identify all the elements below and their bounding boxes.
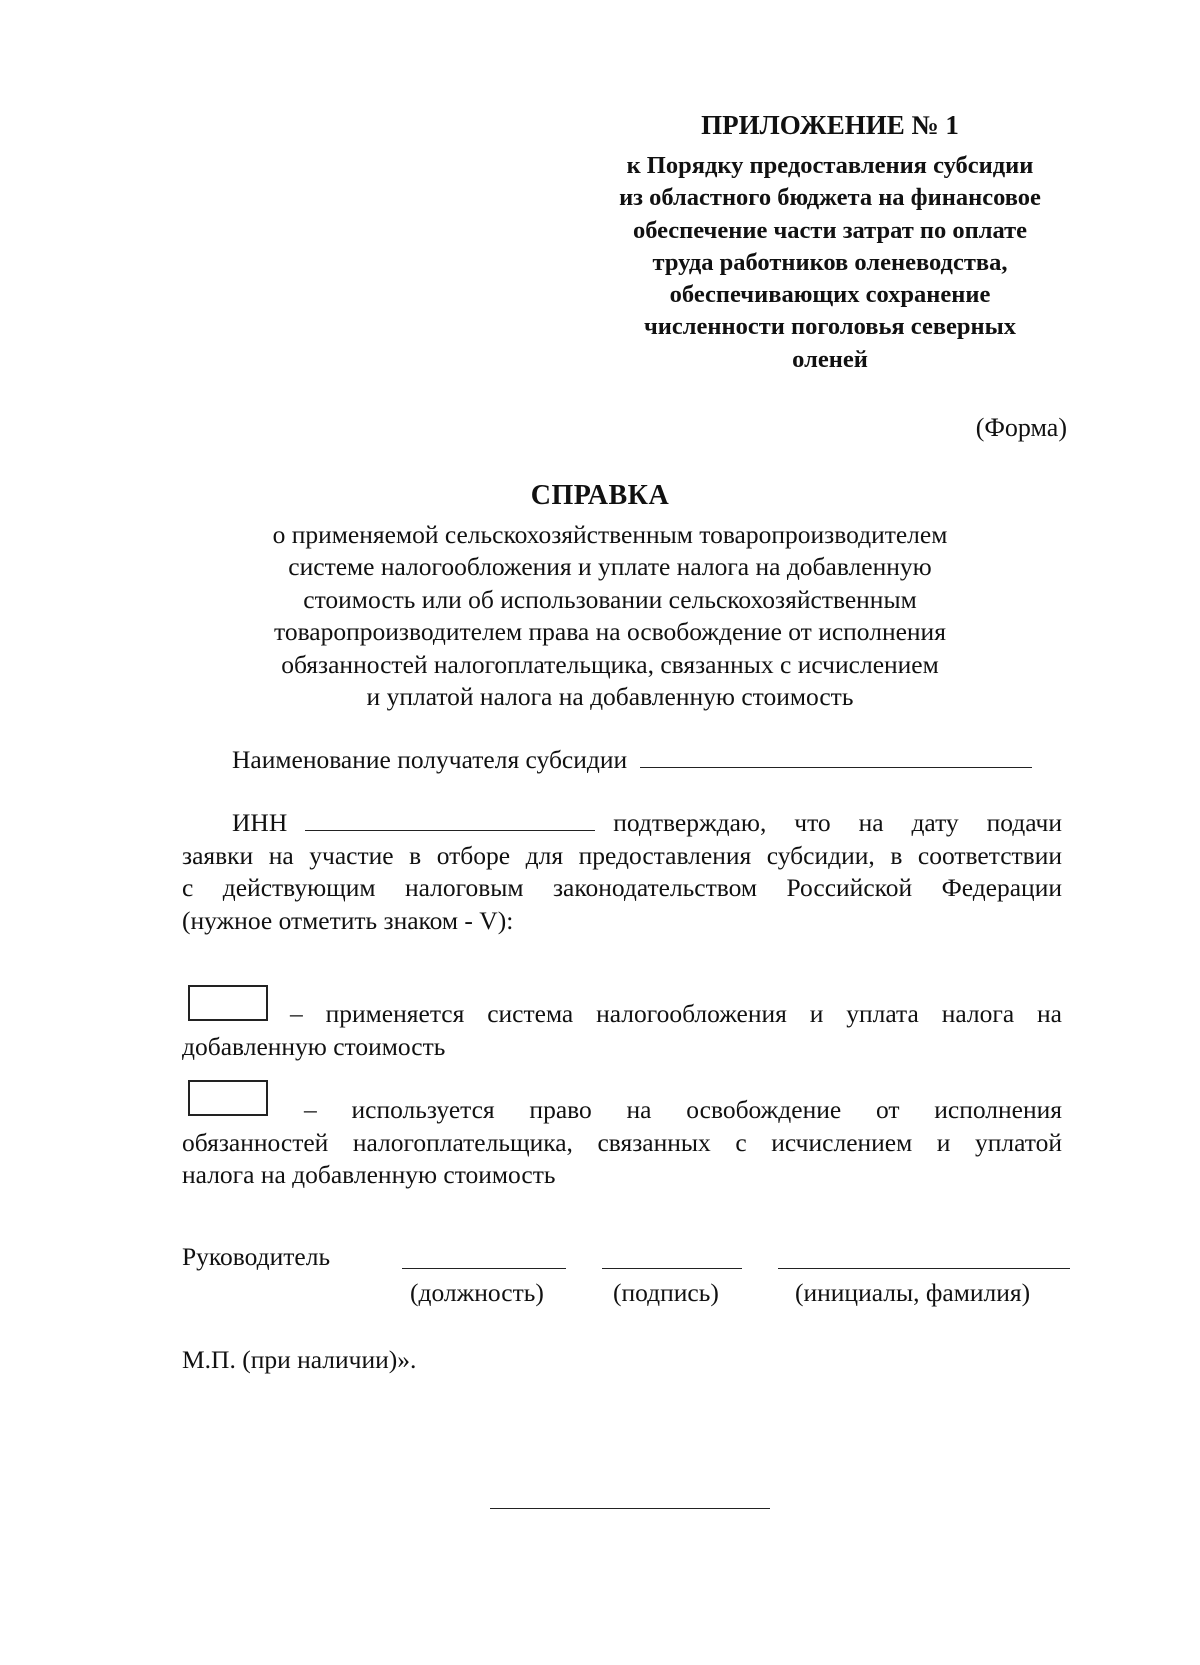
position-line[interactable] xyxy=(402,1268,566,1269)
appendix-line: к Порядку предоставления субсидии xyxy=(626,152,1034,179)
option-text-line: обязанностей налогоплательщика, связанных с исчислением и уплатой xyxy=(182,1127,1062,1157)
subtitle-line: обязанностей налогоплательщика, связанных с исчислением xyxy=(281,649,939,679)
option-text-line: добавленную стоимость xyxy=(182,1031,446,1061)
subtitle-line: стоимость или об использовании сельскохозяйственным xyxy=(303,584,917,614)
inn-label: ИНН xyxy=(232,808,288,837)
head-label: Руководитель xyxy=(182,1242,331,1271)
subtitle-line: товаропроизводителем права на освобождение от исполнения xyxy=(274,617,946,647)
inn-text-line: с действующим налоговым законодательством Российской Федерации xyxy=(182,873,1062,902)
subtitle-line: и уплатой налога на добавленную стоимость xyxy=(366,682,854,712)
inn-text-line: (нужное отметить знаком - V): xyxy=(182,905,514,935)
appendix-line: из областного бюджета на финансовое xyxy=(619,184,1041,212)
appendix-line: численности поголовья северных xyxy=(643,313,1017,341)
option-text-line: – применяется система налогообложения и уплата налога на xyxy=(290,999,1062,1028)
option-text-line: – используется право на освобождение от исполнения xyxy=(304,1095,1062,1124)
option-text-line: налога на добавленную стоимость xyxy=(182,1160,556,1189)
name-line[interactable] xyxy=(778,1268,1070,1269)
option-exemption xyxy=(182,1094,1062,1192)
inn-paragraph xyxy=(182,807,1062,937)
document-subtitle xyxy=(200,519,1020,713)
form-label: (Форма) xyxy=(975,413,1067,442)
signature-caption: (подпись) xyxy=(613,1278,719,1307)
signature-line[interactable] xyxy=(602,1268,742,1269)
appendix-title: ПРИЛОЖЕНИЕ № 1 xyxy=(701,110,959,140)
appendix-line: обеспечение части затрат по оплате xyxy=(632,216,1028,244)
inn-row xyxy=(182,807,1062,840)
closing-rule xyxy=(490,1508,770,1509)
appendix-line: труда работников оленеводства, xyxy=(652,248,1008,276)
recipient-name-field[interactable] xyxy=(640,745,1032,768)
option-tax-system xyxy=(182,998,1062,1063)
document-title: СПРАВКА xyxy=(530,480,670,511)
recipient-name-label: Наименование получателя субсидии xyxy=(232,745,628,774)
name-caption: (инициалы, фамилия) xyxy=(795,1278,1031,1307)
inn-field[interactable] xyxy=(305,808,595,831)
recipient-name-row xyxy=(232,745,1032,775)
appendix-line: обеспечивающих сохранение xyxy=(669,281,991,309)
appendix-line: оленей xyxy=(792,345,868,373)
inn-confirm-text: подтверждаю, что на дату подачи xyxy=(613,808,1062,837)
position-caption: (должность) xyxy=(410,1278,544,1307)
appendix-reference xyxy=(560,150,1100,376)
subtitle-line: о применяемой сельскохозяйственным товаропроизводителем xyxy=(272,520,948,549)
inn-text-line: заявки на участие в отборе для предоставления субсидии, в соответствии xyxy=(182,840,1062,870)
subtitle-line: системе налогообложения и уплате налога на добавленную xyxy=(288,552,932,582)
stamp-note: М.П. (при наличии)». xyxy=(182,1345,417,1374)
